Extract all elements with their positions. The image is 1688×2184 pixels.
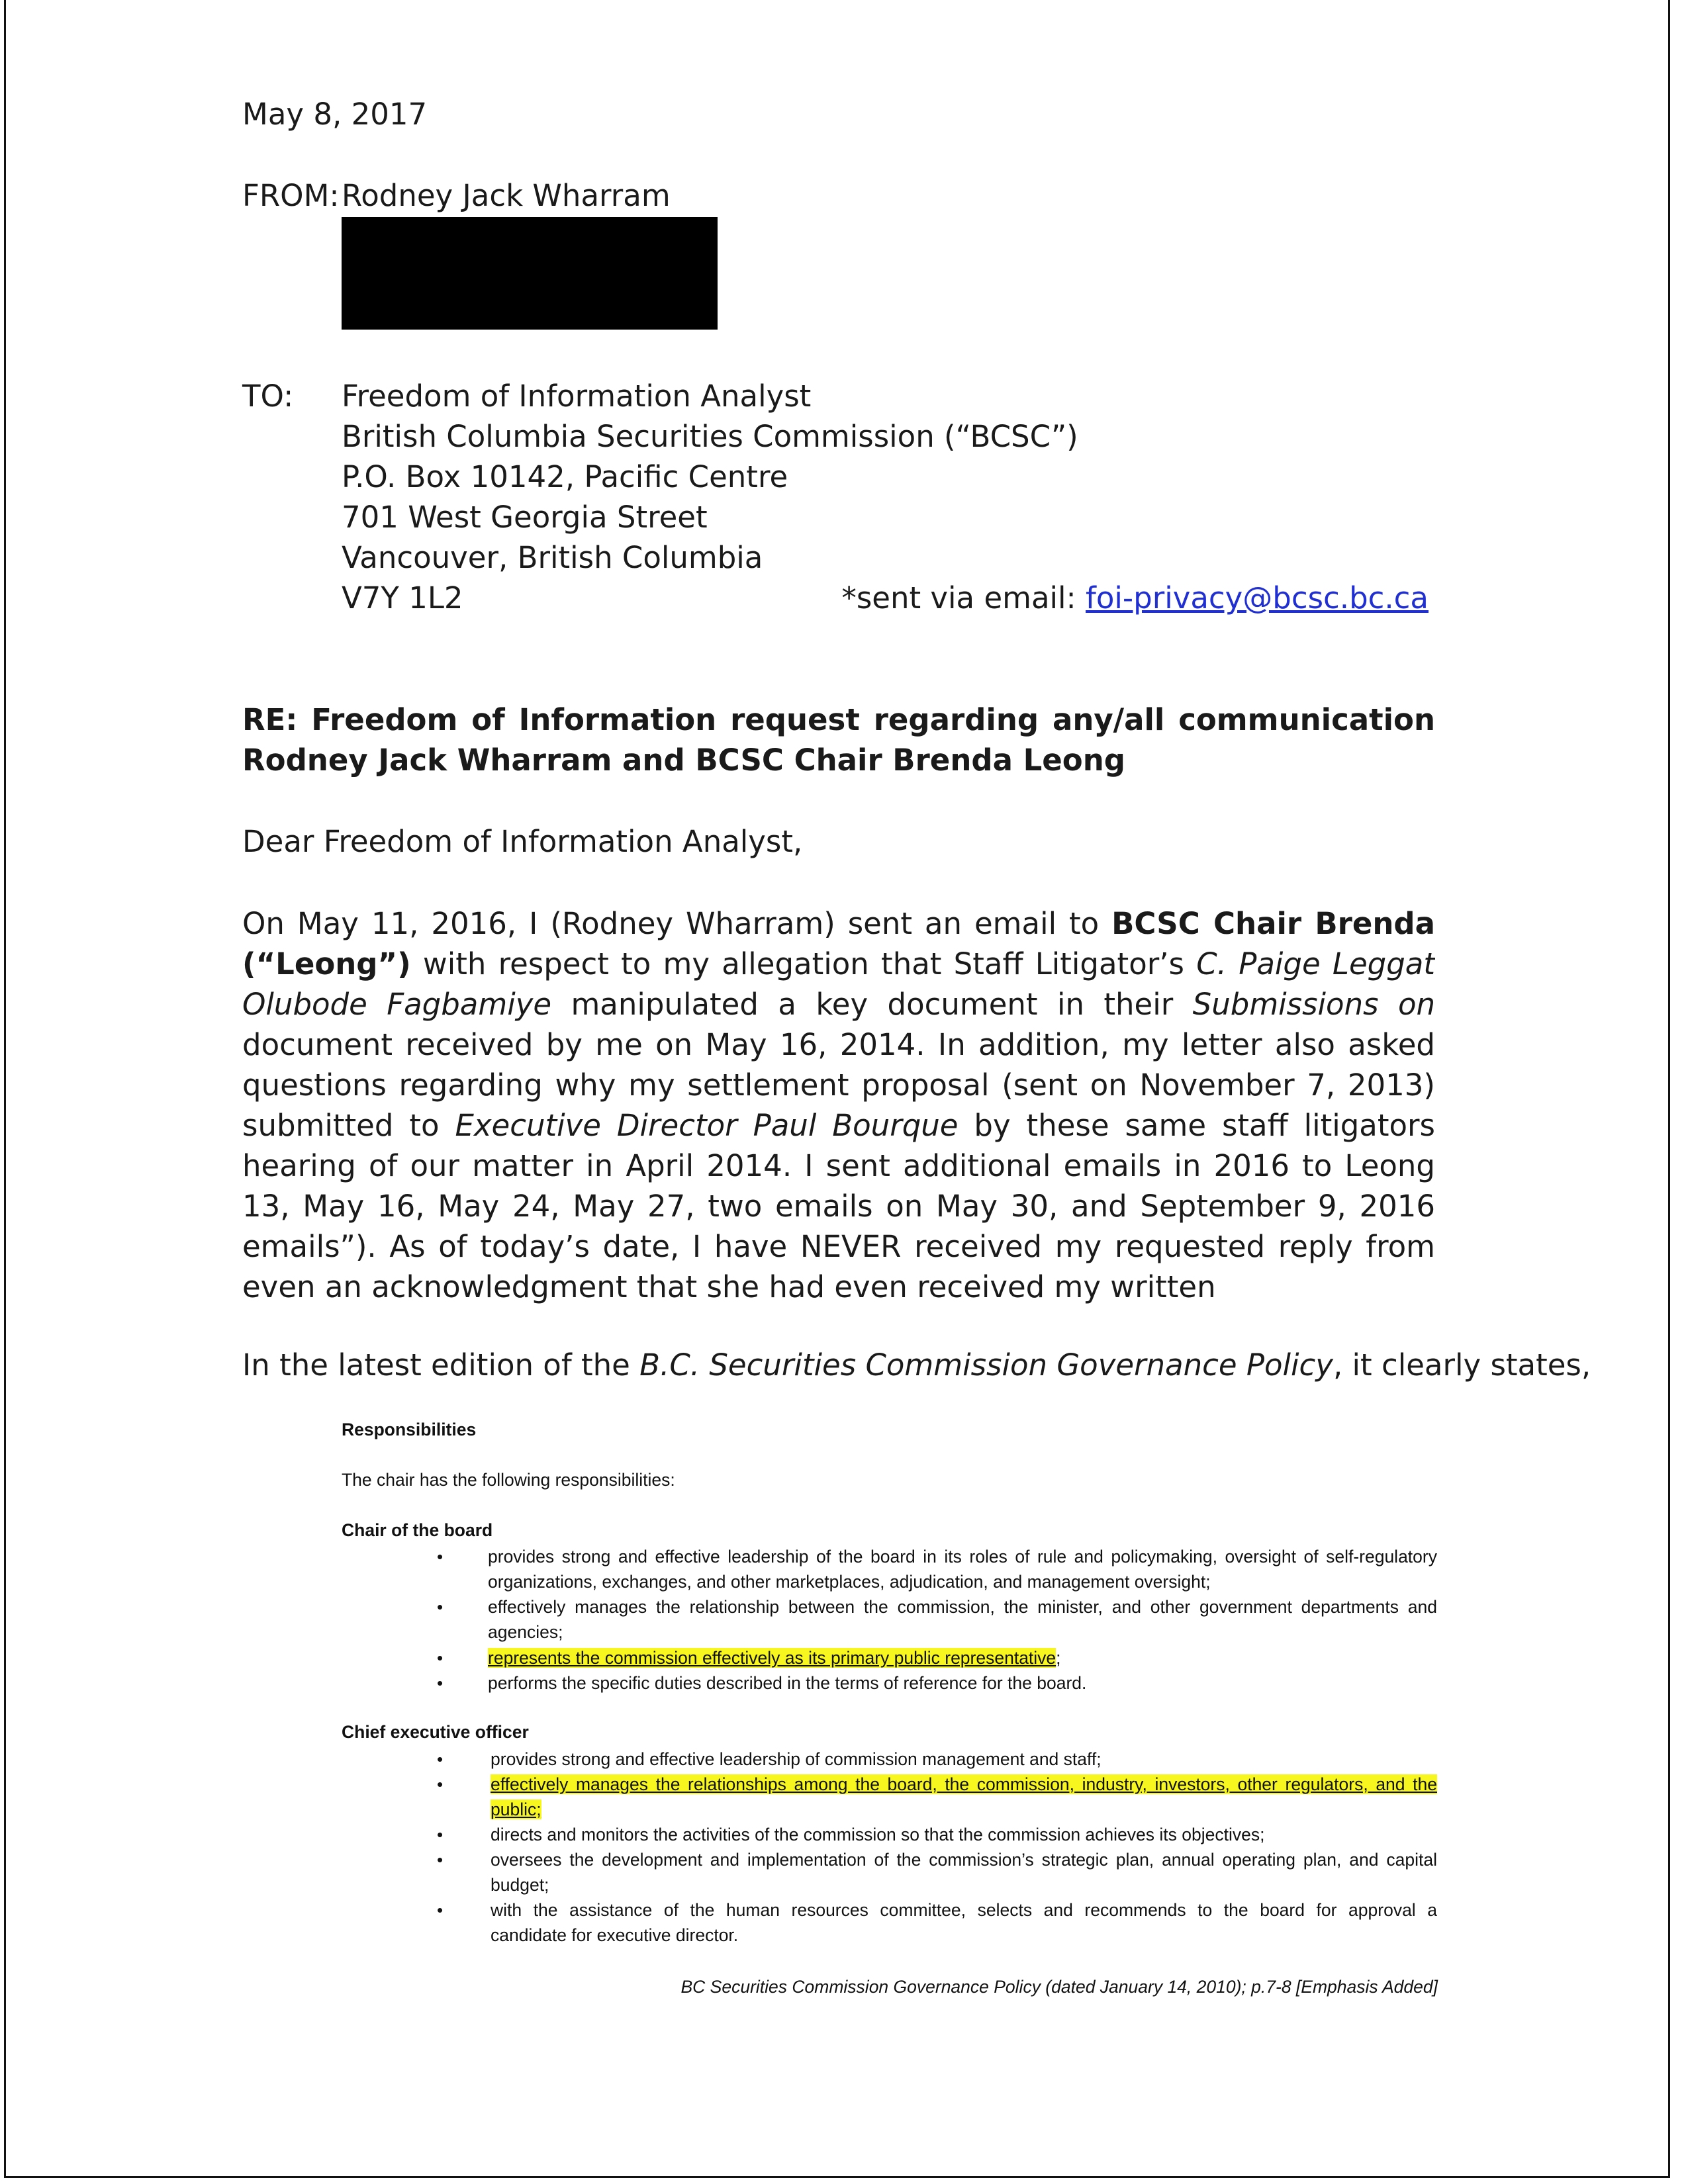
body-paragraph-1 [242,903,1435,1307]
recipient-line: 701 West Georgia Street [342,500,708,535]
salutation: Dear Freedom of Information Analyst, [242,824,803,859]
list-item-line-highlighted: public; [491,1799,541,1819]
from-name: Rodney Jack Wharram [342,178,671,213]
list-item-line: provides strong and effective leadership of commission management and staff; [491,1749,1102,1769]
bullet: • [437,1648,444,1668]
list-item-line: provides strong and effective leadership of the board in its roles of rule and policymaking, oversight of self-regulatory [488,1547,1437,1567]
subject-line [242,700,1435,780]
excerpt-citation: BC Securities Commission Governance Policy (dated January 14, 2010); p.7-8 [Emphasis Added] [680,1977,1438,1997]
email-link[interactable]: foi-privacy@bcsc.bc.ca [1086,580,1429,615]
paragraph-line: Olubode Fagbamiye manipulated a key document in their Submissions on [242,987,1435,1022]
excerpt-heading: Responsibilities [342,1420,477,1439]
bullet: • [437,1825,444,1844]
list-item-line: organizations, exchanges, and other marketplaces, adjudication, and management oversight; [488,1572,1211,1592]
recipient-line: V7Y 1L2 [342,580,463,615]
subject-line-2: Rodney Jack Wharram and BCSC Chair Brenda Leong [242,743,1125,778]
recipient-line: Vancouver, British Columbia [342,540,763,575]
to-label: TO: [242,379,294,414]
list-item-line-highlighted: represents the commission effectively as its primary public representative; [488,1648,1061,1668]
body-paragraph-2: In the latest edition of the B.C. Securities Commission Governance Policy, it clearly states, [242,1347,1591,1383]
recipient-line: P.O. Box 10142, Pacific Centre [342,459,788,494]
bullet: • [437,1774,444,1794]
paragraph-line: (“Leong”) with respect to my allegation that Staff Litigator’s C. Paige Leggat [242,946,1435,981]
section-title-chair: Chair of the board [342,1520,493,1540]
list-item-line: performs the specific duties described in the terms of reference for the board. [488,1673,1087,1693]
list-item-line: effectively manages the relationship between the commission, the minister, and other government departments and [488,1597,1437,1617]
sent-via-note [841,578,1429,618]
excerpt-intro: The chair has the following responsibilities: [342,1470,675,1490]
section-title-ceo: Chief executive officer [342,1722,529,1742]
paragraph-line: emails”). As of today’s date, I have NEVER received my requested reply from [242,1229,1435,1264]
list-item-line: with the assistance of the human resources committee, selects and recommends to the board for approval a [491,1900,1437,1920]
list-item-line: candidate for executive director. [491,1925,739,1945]
bullet: • [437,1547,444,1567]
list-item-line-highlighted: effectively manages the relationships among the board, the commission, industry, investors, other regulators, and the [491,1774,1437,1794]
list-item-line: agencies; [488,1622,563,1642]
paragraph-line: On May 11, 2016, I (Rodney Wharram) sent an email to BCSC Chair Brenda [242,906,1435,941]
bullet: • [437,1900,444,1920]
list-item-line: oversees the development and implementation of the commission’s strategic plan, annual operating plan, and capital [491,1850,1437,1870]
bullet: • [437,1597,444,1617]
bullet: • [437,1673,444,1693]
redacted-address-block [342,217,718,330]
list-item-line: budget; [491,1875,549,1895]
paragraph-line: hearing of our matter in April 2014. I sent additional emails in 2016 to Leong [242,1148,1435,1183]
subject-line-1: RE: Freedom of Information request regarding any/all communication [242,702,1435,737]
bullet: • [437,1749,444,1769]
sent-via-label: *sent via email: [841,580,1086,615]
bullet: • [437,1850,444,1870]
paragraph-line: 13, May 16, May 24, May 27, two emails on May 30, and September 9, 2016 [242,1189,1435,1224]
letter-date: May 8, 2017 [242,97,428,132]
paragraph-line: questions regarding why my settlement proposal (sent on November 7, 2013) [242,1068,1435,1103]
recipient-line: Freedom of Information Analyst [342,379,812,414]
recipient-line: British Columbia Securities Commission (“BCSC”) [342,419,1078,454]
paragraph-line: even an acknowledgment that she had even received my written [242,1269,1216,1304]
from-label: FROM: [242,178,340,213]
paragraph-line: document received by me on May 16, 2014. In addition, my letter also asked [242,1027,1435,1062]
list-item-line: directs and monitors the activities of the commission so that the commission achieves its objectives; [491,1825,1265,1844]
paragraph-line: submitted to Executive Director Paul Bourque by these same staff litigators [242,1108,1435,1143]
